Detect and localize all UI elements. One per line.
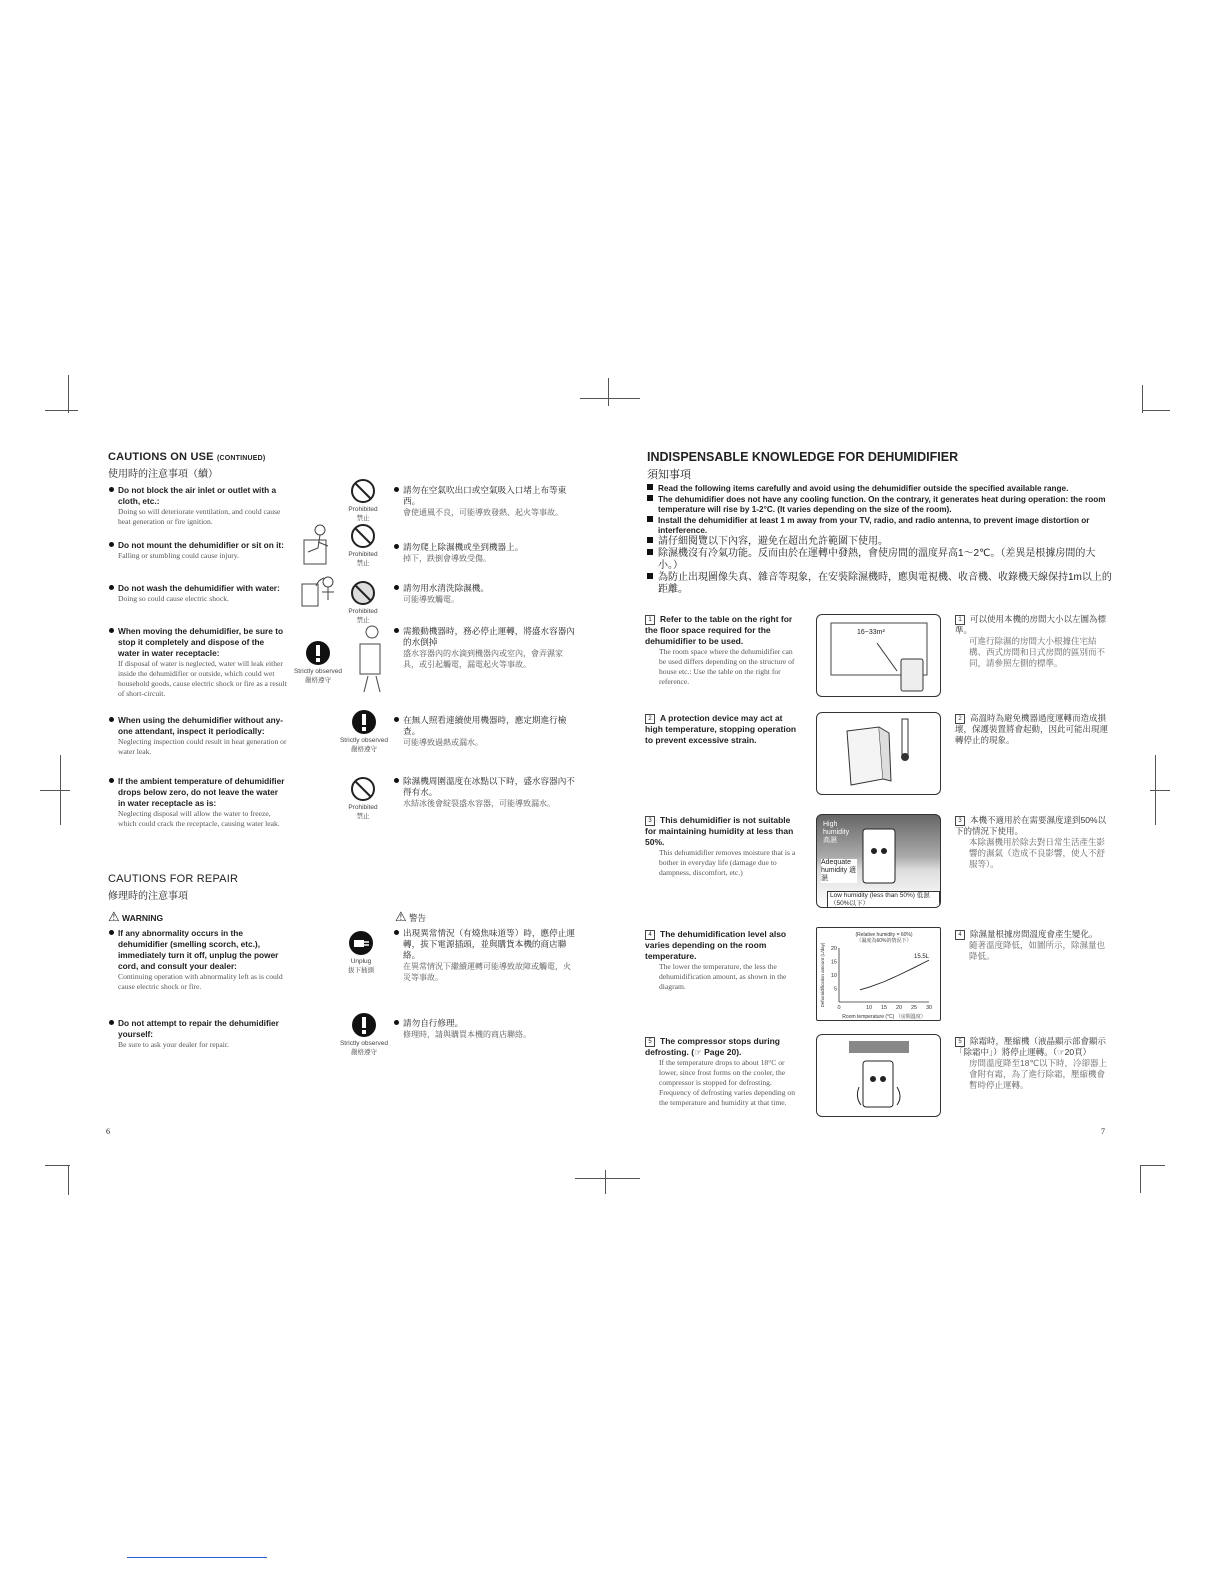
chart-y-tick-label: 15 [830, 959, 837, 966]
underline-artifact [127, 1557, 267, 1558]
chart-x-tick-label: 15 [880, 1005, 888, 1011]
repair-header [108, 873, 238, 902]
crop-mark [68, 1165, 69, 1195]
prohibited-icon: Prohibited 禁止 [340, 580, 386, 624]
strictly-observed-icon: Strictly observed 嚴格遵守 [334, 709, 394, 753]
caution-item-zh: 請勿用水清洗除濕機。 可能導致觸電。 [403, 583, 578, 605]
high-humidity-label: High humidity 高濕 [823, 821, 850, 844]
unplug-icon: Unplug 拔下插頭 [338, 930, 384, 974]
crop-mark [1150, 790, 1170, 791]
caution-item: Do not block the air inlet or outlet with a cloth, etc.: Doing so will deteriorate ventilation, and could cause heat generation or fire ignition. [118, 485, 286, 527]
warning-triangle-icon: ⚠ [108, 909, 120, 924]
warning-triangle-icon: ⚠ [395, 909, 407, 924]
notes-zh: 請仔細閱覽以下內容，避免在超出允許範圍下使用。 除濕機沒有冷氣功能。反而由於在運轉中發熱，會使房間的溫度昇高1～2℃。（差異是根據房間的大小。） 為防止出現圖像失真、雜音等現象，在安裝除濕機時，應與電視機、收音機、收錄機天線保持1m以上的距離。 [647, 536, 1112, 596]
caution-item-zh: 除濕機周圍溫度在冰點以下時，盛水容器內不得有水。 水結冰後會綻裂盛水容器，可能導致漏水。 [403, 776, 578, 809]
person-washing-illustration [298, 570, 338, 615]
crop-mark [1142, 410, 1170, 411]
chart-y-tick-label: 20 [830, 946, 837, 952]
repair-item: Do not attempt to repair the dehumidifier yourself: Be sure to ask your dealer for repair. [118, 1018, 290, 1050]
low-humidity-label: Low humidity (less than 50%) 低濕（50%以下） [827, 891, 940, 908]
chart-x-label: Room temperature (°C) （房間溫度） [842, 1014, 926, 1020]
repair-item: If any abnormality occurs in the dehumidifier (smelling scorch, etc.), immediately turn it off, unplug the power cord, and consult your dealer: Continuing operation with abnormality left as is could cause electric shock or fire. [118, 928, 290, 992]
defrost-figure [816, 1034, 941, 1117]
adequate-humidity-label: Adequate humidity 適濕 [821, 859, 857, 882]
prohibited-icon: Prohibited 禁止 [340, 523, 386, 567]
knowledge-item: 4 The dehumidification level also varies depending on the room temperature. The lower the temperature, the less the dehumidification amount, as shown in the diagram. [645, 929, 787, 991]
knowledge-item-zh: 5 除霜時，壓縮機（液晶顯示部會顯示「除霜中」）將停止運轉。（☞20頁） 房間溫度降至18℃以下時，冷卻器上會附有霜，為了進行除霜，壓縮機會暫時停止運轉。 [955, 1036, 1108, 1090]
strictly-observed-icon: Strictly observed 嚴格遵守 [290, 640, 346, 684]
knowledge-title: INDISPENSABLE KNOWLEDGE FOR DEHUMIDIFIER [647, 450, 959, 464]
protection-figure [816, 712, 941, 795]
chart-title-zh: （濕度為60%的情況下） [856, 938, 912, 944]
caution-item-zh: 請勿爬上除濕機或坐到機器上。 掉下，跌倒會導致受傷。 [403, 542, 578, 564]
knowledge-item-zh: 4 除濕量根據房間溫度會產生變化。 隨著溫度降低，如圖所示，除濕量也降低。 [955, 929, 1110, 962]
notes-en: Read the following items carefully and avoid using the dehumidifier outside the specified available range. The dehumidifier does not have any cooling function. On the contrary, it generates heat during operation: the room temperature will rise by 1-2°C. (It varies depending on the size of the room). Install the dehumidifier at least 1 m away from your TV, radio, and radio antenna, to prevent image distortion or interference. [647, 484, 1112, 537]
cautions-title-zh: 使用時的注意事項（續） [108, 469, 218, 480]
knowledge-item: 2 A protection device may act at high temperature, stopping operation to prevent excessive strain. [645, 713, 797, 745]
dehumidification-chart [816, 927, 941, 1021]
crop-mark [1140, 1165, 1165, 1166]
chart-svg [817, 928, 940, 1020]
prohibited-icon: Prohibited 禁止 [340, 776, 386, 820]
chart-annotation: 15.5L [913, 954, 929, 961]
chart-title: (Relative humidity = 60%) [855, 932, 913, 938]
caution-item: Do not wash the dehumidifier with water: Doing so could cause electric shock. [118, 583, 298, 604]
chart-y-tick-label: 10 [830, 973, 837, 979]
chart-y-tick-label: 5 [833, 986, 837, 993]
chart-x-tick-label: 10 [865, 1005, 873, 1011]
knowledge-item-zh: 2 高溫時為避免機器過度運轉而造成損壞，保護裝置將會起動，因此可能出現運轉停止的現象。 [955, 713, 1109, 745]
knowledge-item: 5 The compressor stops during defrosting. (☞ Page 20). If the temperature drops to about 18°C or lower, since frost forms on the cooler, the compressor is stopped for defrosting. Frequency of defrosting varies depending on the temperature and humidity at that time. [645, 1036, 796, 1107]
crop-mark [40, 790, 70, 791]
repair-item-zh: 請勿自行修理。 修理時，請與購買本機的商店聯絡。 [403, 1018, 578, 1040]
knowledge-item-zh: 3 本機不適用於在需要濕度達到50%以下的情況下使用。 本除濕機用於除去對日常生活產生影響的濕氣（造成不良影響，使人不舒服等）。 [955, 815, 1107, 869]
crop-mark [575, 1178, 640, 1179]
humidity-levels-figure [816, 814, 941, 908]
knowledge-item: 3 This dehumidifier is not suitable for maintaining humidity at less than 50%. This dehumidifier removes moisture that is a bother in everyday life (damage due to dampness, discomfort, etc.) [645, 815, 796, 877]
crop-mark [605, 1170, 606, 1194]
knowledge-item: 1 Refer to the table on the right for the floor space required for the dehumidifier to be used. The room space where the dehumidifier can be used differs depending on the structure of house etc.: Use the table on the right for reference. [645, 614, 795, 686]
knowledge-title-zh: 須知事項 [647, 469, 691, 481]
prohibited-icon: Prohibited 禁止 [340, 478, 386, 522]
knowledge-item-zh: 1 可以使用本機的房間大小以左圖為標準。 可進行除濕的房間大小根據住宅結構、西式房間和日式房間的區別而不同，請參照左側的標準。 [955, 614, 1107, 668]
chart-x-tick-label: 30 [925, 1005, 933, 1011]
strictly-observed-icon: Strictly observed 嚴格遵守 [334, 1012, 394, 1056]
caution-item: If the ambient temperature of dehumidifier drops below zero, do not leave the water in water receptacle as is: Neglecting disposal will allow the water to freeze, which could crack the receptacle, causing water leak. [118, 776, 286, 829]
caution-item-zh: 需搬動機器時，務必停止運轉，將盛水容器內的水倒掉 盛水容器內的水滴到機器內或室內，會弄濕家具，或引起觸電，漏電起火等事故。 [403, 626, 578, 670]
caution-item: When moving the dehumidifier, be sure to stop it completely and dispose of the water in water receptacle: If disposal of water is neglected, water will leak either inside the dehumidifier or outside, which could wet household goods, cause electric shock or fire as a result of short-circuit. [118, 626, 288, 699]
chart-x-tick-label: 25 [910, 1005, 918, 1011]
repair-title-zh: 修理時的注意事項 [108, 891, 188, 902]
room-size-figure: 16~33m² [816, 614, 941, 697]
chart-x-tick-label: 20 [895, 1005, 903, 1011]
caution-item-zh: 在無人照看連續使用機器時，應定期進行檢查。 可能導致過熱或漏水。 [403, 715, 578, 748]
caution-item-zh: 請勿在空氣吹出口或空氣吸入口堵上布等東西。 會使通風不良，可能導致發熱、起火等事故。 [403, 485, 578, 518]
page-number-right: 7 [1101, 1127, 1105, 1136]
crop-mark [45, 1165, 70, 1166]
right-header [647, 450, 958, 482]
crop-mark [45, 410, 78, 411]
caution-item: Do not mount the dehumidifier or sit on it: Falling or stumbling could cause injury. [118, 540, 293, 561]
page-number-left: 6 [106, 1127, 110, 1136]
crop-mark [1140, 1165, 1141, 1193]
chart-series-line [860, 960, 929, 990]
left-header [108, 451, 265, 480]
crop-mark [608, 378, 609, 406]
caution-item: When using the dehumidifier without any-one attendant, inspect it periodically: Neglecting inspection could result in heat generation or water leak. [118, 715, 290, 757]
person-sitting-illustration [298, 522, 338, 572]
warning-label-zh: ⚠ 警告 [395, 909, 427, 924]
crop-mark [1142, 385, 1143, 413]
crop-mark [580, 398, 640, 399]
defrost-display [849, 1041, 909, 1053]
carrying-illustration [350, 622, 390, 699]
warning-label: ⚠ WARNING [108, 909, 164, 924]
cautions-title: CAUTIONS ON USE (CONTINUED) [108, 451, 266, 463]
crop-mark [68, 375, 69, 413]
repair-title: CAUTIONS FOR REPAIR [108, 873, 239, 885]
chart-y-label: Dehumidification amount (L/day) [820, 942, 825, 1008]
repair-item-zh: 出現異常情況（有燒焦味道等）時，應停止運轉，拔下電源插頭，並與購貨本機的商店聯絡。 在異常情況下繼續運轉可能導致故障或觸電，火災等事故。 [403, 928, 578, 983]
chart-x-tick-label: 0 [837, 1005, 841, 1011]
